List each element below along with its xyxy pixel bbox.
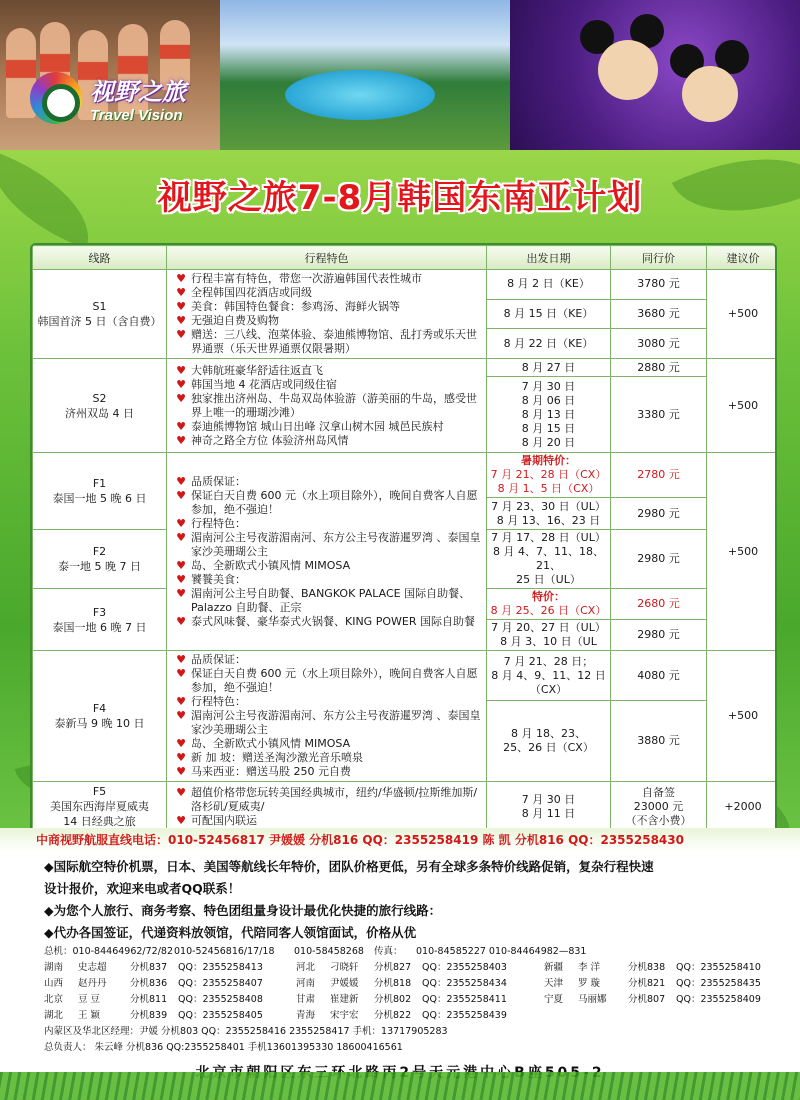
extra-s2: +500 [707,359,778,453]
features-f4: ♥ 品质保证： ♥ 保证白天自费 600 元（水上项目除外），晚间自费客人自愿参加，绝不强迫！ ♥ 行程特色： ♥ 湄南河公主号夜游湄南河、东方公主号夜游暹罗湾 、泰国皇家沙美珊瑚公主 ♥ 岛、全新欧式小镇风情 MIMOSA ♥ 新 加 坡：赠送圣淘沙激光音乐喷泉 ♥ 马来西亚：赠送马股 250 元自费 [167,651,487,782]
heart-icon: ♥ [176,667,186,680]
price-cell: 3780 元 [611,270,707,300]
table-row [33,270,778,300]
contact-row: 山西 赵丹丹 分机836 QQ：2355258407 河南 尹媛媛 分机818 QQ：2355258434 天津 罗 璇 分机821 QQ：2355258435 [44,978,761,989]
features-f5: ♥ 超值价格带您玩转美国经典城市，纽约/华盛顿/拉斯维加斯/洛杉矶/夏威夷/ ♥ 可配国内联运 [167,782,487,832]
date-cell: 8 月 2 日（KE） [487,270,611,300]
price-cell: 4080 元 [611,651,707,701]
heart-icon: ♥ [176,653,186,666]
date-cell: 7 月 21、28 日； 8 月 4、9、11、12 日（CX） [487,651,611,701]
heart-icon: ♥ [176,785,186,799]
price-cell: 2980 元 [611,498,707,530]
route-s1: S1 韩国首济 5 日（含自费） [33,270,167,359]
date-cell: 7 月 30 日 8 月 06 日 8 月 13 日 8 月 15 日 8 月 20 日 [487,377,611,453]
announcement-line: ◆代办各国签证，代递资料放领馆，代陪同客人领馆面试，价格从优 [44,925,417,940]
heart-icon: ♥ [176,419,186,433]
grass-decoration [0,1072,800,1100]
price-cell-special: 2780 元 [611,453,707,498]
heart-icon: ♥ [176,377,186,391]
table-row [33,453,778,498]
table-row [33,782,778,832]
heart-icon: ♥ [176,530,186,544]
heart-icon: ♥ [176,488,186,502]
heart-icon: ♥ [176,300,186,313]
price-cell: 3380 元 [611,377,707,453]
heart-icon: ♥ [176,737,186,750]
date-cell: 7 月 20、27 日（UL） 8 月 3、10 日（UL [487,620,611,651]
contact-row: 湖南 史志超 分机837 QQ：2355258413 河北 刁晓轩 分机827 QQ：2355258403 新疆 李 洋 分机838 QQ：2355258410 [44,962,761,973]
heart-icon: ♥ [176,286,186,299]
heart-icon: ♥ [176,363,186,377]
heart-icon: ♥ [176,572,186,586]
cartoon-photo [510,0,800,150]
extra-f5: +2000 [707,782,778,832]
date-cell: 8 月 27 日 [487,359,611,377]
announcement-line: ◆国际航空特价机票，日本、美国等航线长年特价，团队价格更低，另有全球多条特价线路促销，复杂行程快速 [44,859,654,874]
features-f1-f3: ♥ 品质保证： ♥ 保证白天自费 600 元（水上项目除外），晚间自费客人自愿参加，绝不强迫！ ♥ 行程特色： ♥ 湄南河公主号夜游湄南河、东方公主号夜游暹罗湾 、泰国皇家沙美珊瑚公主 ♥ 岛、全新欧式小镇风情 MIMOSA ♥ 饕餮美食： ♥ 湄南河公主号自助餐、BANGKOK PALACE 国际自助餐、Palazzo 自助餐、正宗 ♥ 泰式风味餐、豪华泰式火锅餐、KING POWER 国际自助餐 [167,453,487,651]
heart-icon: ♥ [176,709,186,722]
header-banner [0,0,800,150]
features-s1: ♥ 行程丰富有特色，带您一次游遍韩国代表性城市 ♥ 全程韩国四花酒店或同级 ♥ 美食：韩国特色餐食：参鸡汤、海鲜火锅等 ♥ 无强迫自费及购物 ♥ 赠送：三八线、泡菜体验、泰迪熊博物馆、乱打秀或乐天世界通票（乐天世界通票仅限暑期） [167,270,487,359]
contact-main-row: 总机：010-84464962/72/82 010-52456816/17/18 010-58458268 传真： 010-84585227 010-84464982—831 [44,946,587,957]
heart-icon: ♥ [176,328,186,341]
date-cell: 8 月 18、23、 25、26 日（CX） [487,701,611,782]
logo-cn: 视野之旅 [90,78,186,106]
heart-icon: ♥ [176,813,186,827]
heart-icon: ♥ [176,558,186,572]
header-route: 线路 [33,246,167,270]
heart-icon: ♥ [176,391,186,405]
extra-s1: +500 [707,270,778,359]
heart-icon: ♥ [176,765,186,778]
date-cell: 8 月 22 日（KE） [487,329,611,359]
date-cell: 7 月 23、30 日（UL） 8 月 13、16、23 日 [487,498,611,530]
heart-icon: ♥ [176,586,186,600]
logo-eye-icon [30,72,82,124]
extra-f1-f3: +500 [707,453,778,651]
route-f4: F4 泰新马 9 晚 10 日 [33,651,167,782]
table-header-row [33,246,778,270]
heart-icon: ♥ [176,474,186,488]
brand-logo [30,72,186,124]
pool-shape [285,70,435,120]
price-cell: 2980 元 [611,620,707,651]
contact-list [44,944,784,1056]
price-cell: 3080 元 [611,329,707,359]
heart-icon: ♥ [176,516,186,530]
price-cell-special: 2680 元 [611,589,707,620]
header-features: 行程特色 [167,246,487,270]
date-cell-special: 特价： 8 月 25、26 日（CX） [487,589,611,620]
price-cell: 2980 元 [611,530,707,589]
heart-icon: ♥ [176,614,186,628]
route-f2: F2 泰一地 5 晚 7 日 [33,530,167,589]
hotline-bar: 中商视野航服直线电话：010-52456817 尹媛媛 分机816 QQ：2355258419 陈 凯 分机816 QQ：2355258430 [0,828,800,852]
route-f1: F1 泰国一地 5 晚 6 日 [33,453,167,530]
heart-icon: ♥ [176,751,186,764]
table-row [33,359,778,377]
route-s2: S2 济州双岛 4 日 [33,359,167,453]
route-f5: F5 美国东西海岸夏威夷 14 日经典之旅 [33,782,167,832]
date-cell: 7 月 17、28 日（UL） 8 月 4、7、11、18、21、 25 日（UL） [487,530,611,589]
announcement-line: ◆为您个人旅行、商务考察、特色团组量身设计最优化快捷的旅行线路： [44,903,442,918]
announcement-line: 设计报价，欢迎来电或者QQ联系！ [44,881,241,896]
heart-icon: ♥ [176,314,186,327]
itinerary-table [30,243,777,834]
heart-icon: ♥ [176,695,186,708]
price-cell: 3880 元 [611,701,707,782]
date-cell: 8 月 15 日（KE） [487,299,611,329]
heart-icon: ♥ [176,433,186,447]
date-cell: 7 月 30 日 8 月 11 日 [487,782,611,832]
contact-manager: 内蒙区及华北区经理：尹媛 分机803 QQ：2355258416 2355258417 手机：13717905283 [44,1026,448,1037]
features-s2: ♥ 大韩航班豪华舒适往返直飞 ♥ 韩国当地 4 花酒店或同级住宿 ♥ 独家推出济州岛、牛岛双岛体验游（游美丽的牛岛，感受世界上唯一的珊瑚沙滩） ♥ 泰迪熊博物馆 城山日出峰 汉拿山树木园 城邑民族村 ♥ 神奇之路全方位 体验济州岛风情 [167,359,487,453]
header-dates: 出发日期 [487,246,611,270]
heart-icon: ♥ [176,272,186,285]
price-cell: 2880 元 [611,359,707,377]
page-title: 视野之旅7-8月韩国东南亚计划 [157,178,643,218]
date-cell-special: 暑期特价： 7 月 21、28 日（CX） 8 月 1、5 日（CX） [487,453,611,498]
price-cell: 自备签 23000 元 （不含小费） [611,782,707,832]
route-f3: F3 泰国一地 6 晚 7 日 [33,589,167,651]
extra-f4: +500 [707,651,778,782]
contact-row: 湖北 王 颖 分机839 QQ：2355258405 青海 宋宇宏 分机822 QQ：2355258439 [44,1010,507,1021]
table-row [33,651,778,701]
contact-director: 总负责人： 朱云峰 分机836 QQ:2355258401 手机13601395330 18600416561 [44,1042,403,1053]
price-cell: 3680 元 [611,299,707,329]
contact-row: 北京 豆 豆 分机811 QQ：2355258408 甘肃 崔建新 分机802 QQ：2355258411 宁夏 马丽娜 分机807 QQ：2355258409 [44,994,761,1005]
header-peer-price: 同行价 [611,246,707,270]
logo-en: Travel Vision [90,107,183,124]
header-suggested-price: 建议价 [707,246,778,270]
